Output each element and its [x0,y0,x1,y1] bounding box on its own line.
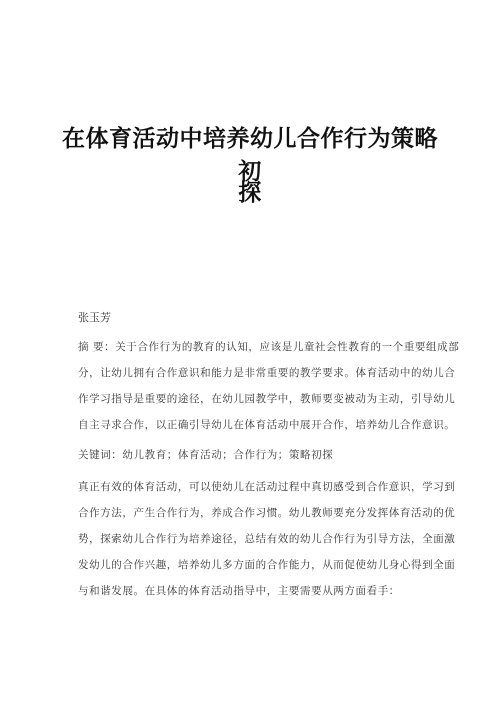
abstract-line: 自主寻求合作，以正确引导幼儿在体育活动中展开合作，培养幼儿合作意识。 [78,419,456,431]
abstract-line: 分，让幼儿拥有合作意识和能力是非常重要的教学要求。体育活动中的幼儿合 [78,367,456,379]
body-paragraph-line: 与和谐发展。在具体的体育活动指导中，主要需要从两方面看手： [78,585,400,597]
author-name: 张玉芳 [78,311,111,324]
keywords-line: 关键词：幼儿教育；体育活动；合作行为；策略初探 [78,449,334,461]
abstract-line: 作学习指导是重要的途径，在幼儿园教学中，教师要变被动为主动，引导幼儿 [78,393,456,405]
document-title-line-1: 在体育活动中培养幼儿合作行为策略初 [62,126,438,185]
body-paragraph-line: 合作方法，产生合作行为，养成合作习惯。幼儿教师要充分发挥体育活动的优 [78,507,456,519]
body-paragraph-line: 发幼儿的合作兴趣，培养幼儿多方面的合作能力，从而促使幼儿身心得到全面 [78,559,456,571]
abstract-line: 摘 要：关于合作行为的教育的认知，应该是儿童社会性教育的一个重要组成部 [78,341,460,353]
body-paragraph-line: 势，探索幼儿合作行为培养途径，总结有效的幼儿合作行为引导方法，全面激 [78,533,456,545]
document-title-line-2: 探 [238,180,262,206]
body-paragraph-line: 真正有效的体育活动，可以使幼儿在活动过程中真切感受到合作意识，学习到 [78,481,456,493]
